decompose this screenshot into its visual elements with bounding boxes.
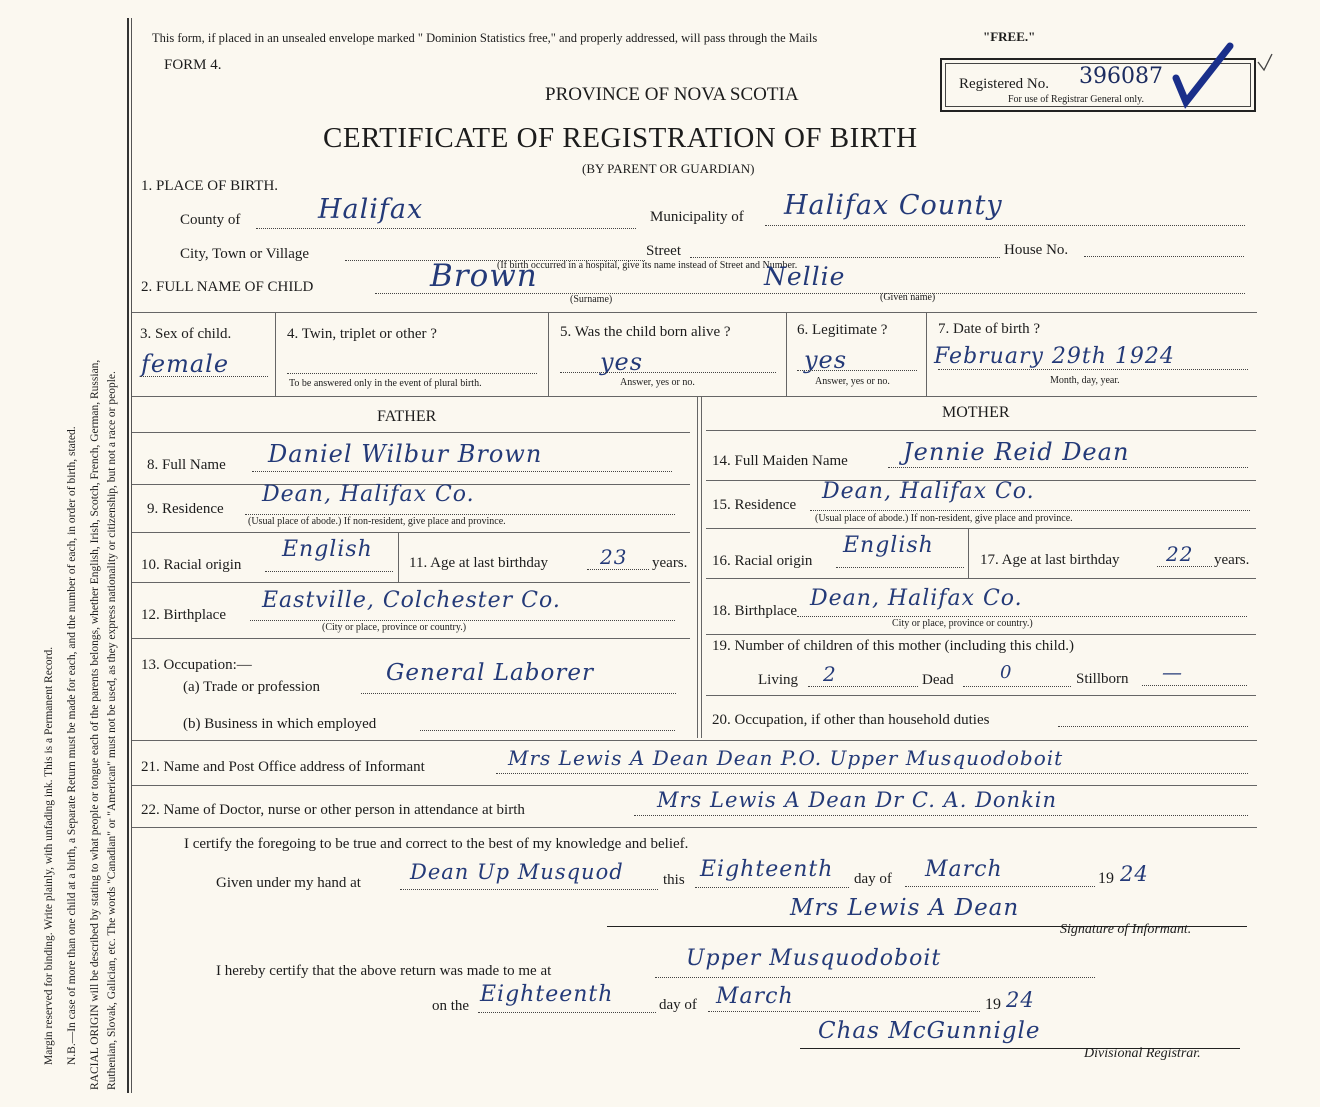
surname-note: (Surname) xyxy=(570,294,613,305)
dob-value: February 29th 1924 xyxy=(934,344,1175,369)
given-name-note: (Given name) xyxy=(880,292,936,303)
city-label: City, Town or Village xyxy=(180,246,310,262)
dead-value: 0 xyxy=(1000,662,1013,683)
form-number: FORM 4. xyxy=(164,57,222,73)
certify-year-value: 24 xyxy=(1120,862,1149,886)
child-name-label: 2. FULL NAME OF CHILD xyxy=(141,279,314,295)
certify-year-prefix: 19 xyxy=(1098,870,1114,887)
check-mark-icon xyxy=(1170,40,1280,110)
registrar-day-value: Eighteenth xyxy=(480,982,614,1007)
living-value: 2 xyxy=(823,662,837,686)
mother-race-label: 16. Racial origin xyxy=(712,553,813,569)
father-birthplace-note: (City or place, province or country.) xyxy=(322,622,467,633)
mother-name-value: Jennie Reid Dean xyxy=(903,438,1130,466)
dob-note: Month, day, year. xyxy=(1050,375,1120,386)
father-age-label: 11. Age at last birthday xyxy=(409,555,548,571)
margin-note-4: Ruthenian, Slovak, Galician, etc. The words "Canadian" or "American" must not be used, as they express nationality or citizenship, but not a race or people. xyxy=(106,371,118,1090)
father-business-label: (b) Business in which employed xyxy=(183,716,377,732)
informant-label: 21. Name and Post Office address of Informant xyxy=(141,759,425,775)
sex-value: female xyxy=(141,350,230,378)
informant-value: Mrs Lewis A Dean Dean P.O. Upper Musquodoboit xyxy=(508,746,1064,770)
certify-day-value: Eighteenth xyxy=(700,857,834,882)
mother-age-value: 22 xyxy=(1166,542,1194,566)
registrar-signature: Chas McGunnigle xyxy=(818,1018,1041,1044)
certify-day-label: day of xyxy=(854,871,892,887)
on-the-label: on the xyxy=(432,998,470,1014)
county-value: Halifax xyxy=(318,194,424,225)
mail-note: This form, if placed in an unsealed envelope marked " Dominion Statistics free," and properly addressed, will pass through the Mails xyxy=(152,31,818,45)
mother-residence-note: (Usual place of abode.) If non-resident, give place and province. xyxy=(815,513,1073,524)
twin-label: 4. Twin, triplet or other ? xyxy=(287,326,437,342)
father-race-label: 10. Racial origin xyxy=(141,557,242,573)
father-name-label: 8. Full Name xyxy=(147,457,226,473)
mother-age-label: 17. Age at last birthday xyxy=(980,552,1120,568)
father-residence-note: (Usual place of abode.) If non-resident, give place and province. xyxy=(248,516,506,527)
municipality-value: Halifax County xyxy=(784,190,1003,221)
mother-name-label: 14. Full Maiden Name xyxy=(712,453,848,469)
registrar-year-prefix: 19 xyxy=(985,996,1001,1013)
alive-value: yes xyxy=(600,348,644,376)
child-given-name: Nellie xyxy=(764,262,846,291)
father-heading: FATHER xyxy=(377,408,437,425)
father-occupation-label: 13. Occupation:— xyxy=(141,657,252,673)
doctor-value: Mrs Lewis A Dean Dr C. A. Donkin xyxy=(657,788,1058,812)
certificate-subtitle: (BY PARENT OR GUARDIAN) xyxy=(582,161,755,176)
father-birthplace-value: Eastville, Colchester Co. xyxy=(262,588,561,613)
doctor-label: 22. Name of Doctor, nurse or other person in attendance at birth xyxy=(141,802,525,818)
given-place-value: Dean Up Musquod xyxy=(410,860,624,884)
children-count-label: 19. Number of children of this mother (including this child.) xyxy=(712,638,1075,654)
registrar-use-note: For use of Registrar General only. xyxy=(1008,94,1144,105)
mother-occupation-label: 20. Occupation, if other than household duties xyxy=(712,712,990,728)
mother-residence-label: 15. Residence xyxy=(712,497,797,513)
father-trade-label: (a) Trade or profession xyxy=(183,679,321,695)
place-heading: 1. PLACE OF BIRTH. xyxy=(141,178,279,194)
dead-label: Dead xyxy=(922,672,954,688)
father-residence-label: 9. Residence xyxy=(147,501,224,517)
stillborn-value: — xyxy=(1162,660,1183,684)
this-label: this xyxy=(663,872,685,888)
registrar-year-value: 24 xyxy=(1006,988,1035,1012)
municipality-label: Municipality of xyxy=(650,209,744,225)
stillborn-label: Stillborn xyxy=(1076,671,1129,687)
county-label: County of xyxy=(180,212,241,228)
informant-signature: Mrs Lewis A Dean xyxy=(790,895,1020,921)
registrar-statement: I hereby certify that the above return was made to me at xyxy=(216,963,552,979)
mother-residence-value: Dean, Halifax Co. xyxy=(822,479,1035,504)
margin-rule-inner xyxy=(131,18,132,1093)
mother-race-value: English xyxy=(843,533,934,558)
registered-label: Registered No. xyxy=(959,76,1049,92)
margin-note-2: N.B.—In case of more than one child at a birth, a Separate Return must be made for each, and the number of each, in order of birth, stated. xyxy=(66,426,78,1065)
mother-heading: MOTHER xyxy=(942,404,1010,421)
certify-statement: I certify the foregoing to be true and correct to the best of my knowledge and belief. xyxy=(184,836,689,852)
father-residence-value: Dean, Halifax Co. xyxy=(262,482,475,507)
given-under-label: Given under my hand at xyxy=(216,875,361,891)
registrar-day-label: day of xyxy=(659,997,697,1013)
father-age-unit: years. xyxy=(652,555,688,571)
legitimate-label: 6. Legitimate ? xyxy=(797,322,888,338)
child-surname: Brown xyxy=(430,258,538,294)
certify-month-value: March xyxy=(925,857,1003,882)
father-name-value: Daniel Wilbur Brown xyxy=(268,440,543,468)
father-birthplace-label: 12. Birthplace xyxy=(141,607,226,623)
margin-rule xyxy=(127,18,129,1093)
mother-birthplace-value: Dean, Halifax Co. xyxy=(810,586,1023,611)
registered-number: 396087 xyxy=(1079,64,1163,89)
father-trade-value: General Laborer xyxy=(386,660,594,686)
hospital-note: (If birth occurred in a hospital, give its name instead of Street and Number. xyxy=(497,260,798,271)
living-label: Living xyxy=(758,672,798,688)
mail-free: "FREE." xyxy=(983,29,1036,44)
margin-note-3: RACIAL ORIGIN will be described by stating to what people or tongue each of the parents belongs, whether English, Irish, Scotch, French, German, Russian, xyxy=(89,359,101,1090)
province-heading: PROVINCE OF NOVA SCOTIA xyxy=(545,84,799,105)
certificate-title: CERTIFICATE OF REGISTRATION OF BIRTH xyxy=(323,122,918,154)
mother-birthplace-label: 18. Birthplace xyxy=(712,603,797,619)
margin-note-1: Margin reserved for binding. Write plainly, with unfading ink. This is a Permanent Record. xyxy=(43,646,55,1065)
legitimate-note: Answer, yes or no. xyxy=(815,376,890,387)
legitimate-value: yes xyxy=(804,346,848,374)
signature-label: Signature of Informant. xyxy=(1060,922,1192,937)
house-no-label: House No. xyxy=(1004,242,1069,258)
father-race-value: English xyxy=(282,537,373,562)
registrar-label: Divisional Registrar. xyxy=(1084,1046,1201,1061)
sex-label: 3. Sex of child. xyxy=(140,326,232,342)
dob-label: 7. Date of birth ? xyxy=(938,321,1041,337)
alive-label: 5. Was the child born alive ? xyxy=(560,324,731,340)
father-age-value: 23 xyxy=(600,545,628,569)
street-label: Street xyxy=(646,243,681,259)
alive-note: Answer, yes or no. xyxy=(620,377,695,388)
registrar-place-value: Upper Musquodoboit xyxy=(686,946,942,971)
mother-birthplace-note: City or place, province or country.) xyxy=(892,618,1033,629)
registrar-month-value: March xyxy=(716,984,794,1009)
twin-note: To be answered only in the event of plural birth. xyxy=(289,378,482,389)
mother-age-unit: years. xyxy=(1214,552,1250,568)
